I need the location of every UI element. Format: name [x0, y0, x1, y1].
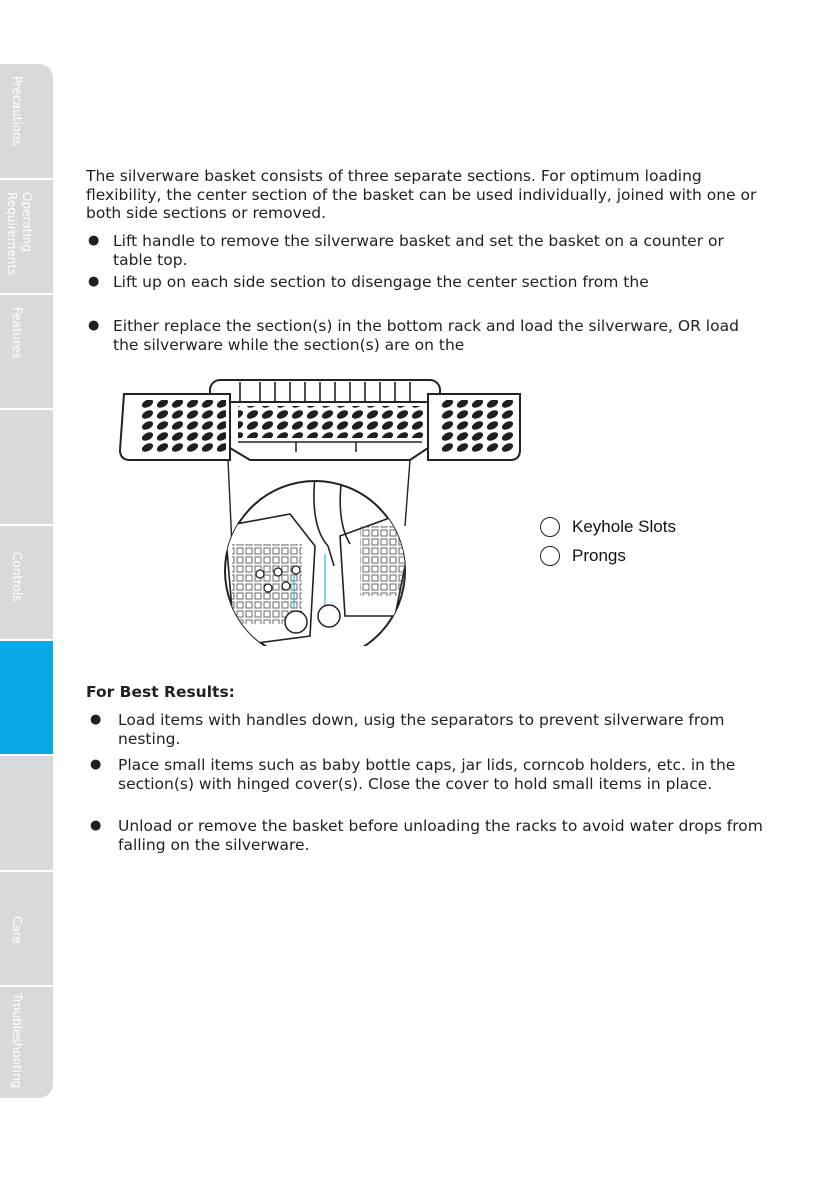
tab-label: Troubleshooting	[10, 993, 24, 1089]
step-item: ● Lift handle to remove the silverware basket and set the basket on a counter or table top.	[88, 232, 724, 269]
step-item: ● Lift up on each side section to disengage the center section from the	[88, 273, 649, 291]
bullet-icon: ●	[90, 757, 102, 772]
bullet-icon: ●	[90, 818, 102, 833]
tab-label: Precautions	[10, 76, 24, 146]
legend-marker-icon	[540, 546, 560, 566]
tab-operating-requirements[interactable]	[0, 180, 53, 295]
tab-troubleshooting[interactable]	[0, 987, 53, 1098]
bullet-icon: ●	[90, 712, 102, 727]
best-results-item: ● Load items with handles down, usig the separators to prevent silverware from nesting.	[90, 711, 725, 748]
tab-active-section[interactable]	[0, 641, 53, 756]
legend-marker-icon	[540, 517, 560, 537]
tab-label: Care	[10, 916, 24, 944]
best-results-item: ● Unload or remove the basket before unloading the racks to avoid water drops from falling on the silverware.	[90, 817, 763, 854]
tab-blank-1[interactable]	[0, 410, 53, 526]
bullet-icon: ●	[88, 233, 100, 248]
intro-paragraph: The silverware basket consists of three separate sections. For optimum loading flexibility, the center section of the basket can be used individually, joined with one or both side sections or removed.	[86, 167, 757, 222]
tab-features[interactable]	[0, 295, 53, 410]
best-results-title: For Best Results:	[86, 683, 235, 701]
tab-blank-2[interactable]	[0, 756, 53, 872]
side-tab-bar	[0, 64, 53, 1098]
step-item: ● Either replace the section(s) in the bottom rack and load the silverware, OR load the silverware while the section(s) are on the	[88, 317, 739, 354]
silverware-basket-illustration	[110, 376, 540, 646]
legend-prongs: Prongs	[540, 546, 626, 566]
tab-precautions[interactable]	[0, 64, 53, 180]
bullet-icon: ●	[88, 274, 100, 289]
tab-label: Controls	[10, 552, 24, 602]
tab-label: Features	[10, 307, 24, 359]
tab-care[interactable]	[0, 872, 53, 987]
legend-keyhole-slots: Keyhole Slots	[540, 517, 676, 537]
tab-controls[interactable]	[0, 526, 53, 641]
best-results-item: ● Place small items such as baby bottle caps, jar lids, corncob holders, etc. in the section(s) with hinged cover(s). Close the cover to hold small items in place.	[90, 756, 736, 793]
bullet-icon: ●	[88, 318, 100, 333]
tab-label: Operating Requirements	[5, 192, 34, 276]
